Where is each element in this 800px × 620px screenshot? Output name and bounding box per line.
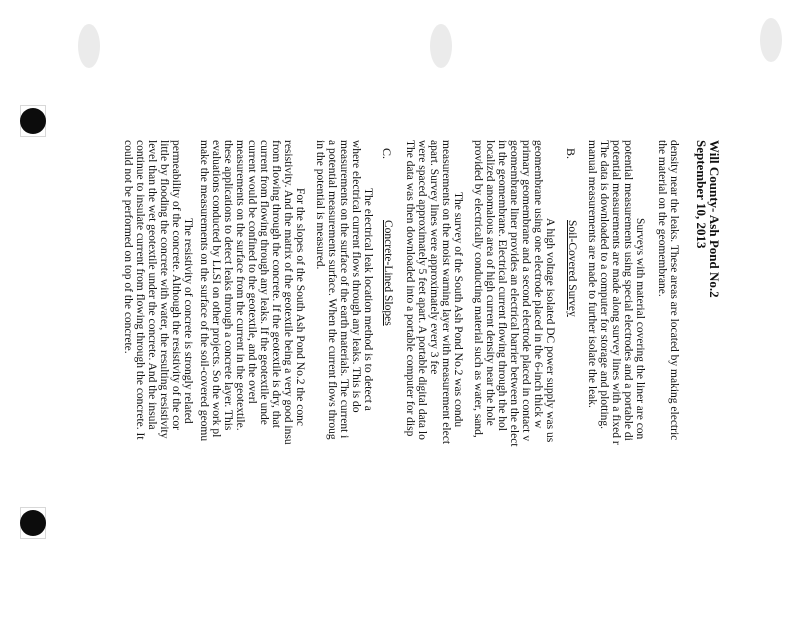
body-line: in the geomembrane. Electrical current flowing through the hol [496, 140, 508, 431]
punch-hole [20, 108, 46, 134]
body-line: provided by electrically conducting material such as water, sand, [472, 140, 484, 438]
body-line: continue to insulate current from flowing through the concrete. It [134, 140, 146, 440]
body-line: the material on the geomembrane. [656, 140, 668, 297]
body-line: The data was then downloaded into a portable computer for disp [404, 140, 416, 437]
body-line: localized anomalous area of high current density near the hole [484, 140, 496, 426]
body-line: make the measurements on the surface of the soil-covered geomu [198, 140, 210, 442]
body-line: from flowing through the concrete. If the geotextile is dry, that [270, 140, 282, 428]
scan-smudge [430, 24, 452, 68]
scan-smudge [78, 24, 100, 68]
body-line: evaluations conducted by LLSI on other projects. So the work pl [210, 140, 222, 438]
document-title: Will County- Ash Pond No.2 [707, 140, 722, 298]
body-line: current from flowing through any leaks. If the geotextile unde [258, 140, 270, 425]
body-line: current would be confined to the geotextile, and the overl [246, 140, 258, 404]
section-letter: C. [380, 148, 394, 160]
body-line: measurements on the surface from the current in the geotextile. [234, 140, 246, 431]
body-line: these applications to detect leaks through a concrete layer. This [222, 140, 234, 431]
document-date: September 10, 2013 [694, 140, 709, 249]
body-line: measurements on the surface of the earth materials. The current i [338, 140, 350, 439]
punch-hole [20, 510, 46, 536]
section-heading: Concrete-Lined Slopes [382, 220, 394, 326]
body-line: a potential measurements surface. When the current flows throug [326, 140, 338, 440]
body-line: primary geomembrane and a second electrode placed in contact v [520, 140, 532, 442]
body-line: For the slopes of the South Ash Pond No.2 the conc [294, 188, 306, 426]
body-line: The electrical leak location method is to detect a [362, 188, 374, 411]
body-line: permeability of the concrete. Although the resistivity of the cor [170, 140, 182, 430]
section-heading: Soil-Covered Survey [566, 220, 578, 317]
body-line: The data is downloaded to a computer for storage and plotting. [598, 140, 610, 430]
body-line: The resistivity of concrete is strongly related [182, 218, 194, 424]
body-line: could not be performed on top of the concrete. [122, 140, 134, 354]
body-line: were spaced approximately 5 feet apart. A portable digital data lo [416, 140, 428, 440]
body-line: level than the wet geotextile under the concrete. And the insula [146, 140, 158, 430]
body-line: A high voltage isolated DC power supply was us [544, 218, 556, 443]
body-line: potential measurements using special electrodes and a portable di [622, 140, 634, 441]
body-line: little by flooding the concrete with water, the resulting resistivity [158, 140, 170, 439]
body-line: measurements on the moist warning layer with measurement elect [440, 140, 452, 445]
body-line: Surveys with material covering the liner are con [634, 218, 646, 440]
body-line: geomembrane using one electrode placed in the 6-inch thick w [532, 140, 544, 429]
section-letter: B. [564, 148, 578, 160]
body-line: resistivity. And the matrix of the geotextile being a very good insu [282, 140, 294, 445]
body-line: potential measurements are made along survey lines with a fixed r [610, 140, 622, 445]
scan-smudge [760, 18, 782, 62]
body-line: density near the leaks. These areas are located by making electric [668, 140, 680, 441]
body-line: The survey of the South Ash Pond No.2 was condu [452, 192, 464, 428]
body-line: manual measurements are made to further isolate the leak. [586, 140, 598, 408]
body-line: geomembrane liner provides an electrical barrier between the elect [508, 140, 520, 447]
body-line: in the potential is measured. [314, 140, 326, 270]
body-line: apart. Survey lines were approximately every 3 fee [428, 140, 440, 375]
rotated-page-content [122, 140, 722, 620]
body-line: where electrical current flows through any leaks. This is do [350, 140, 362, 413]
